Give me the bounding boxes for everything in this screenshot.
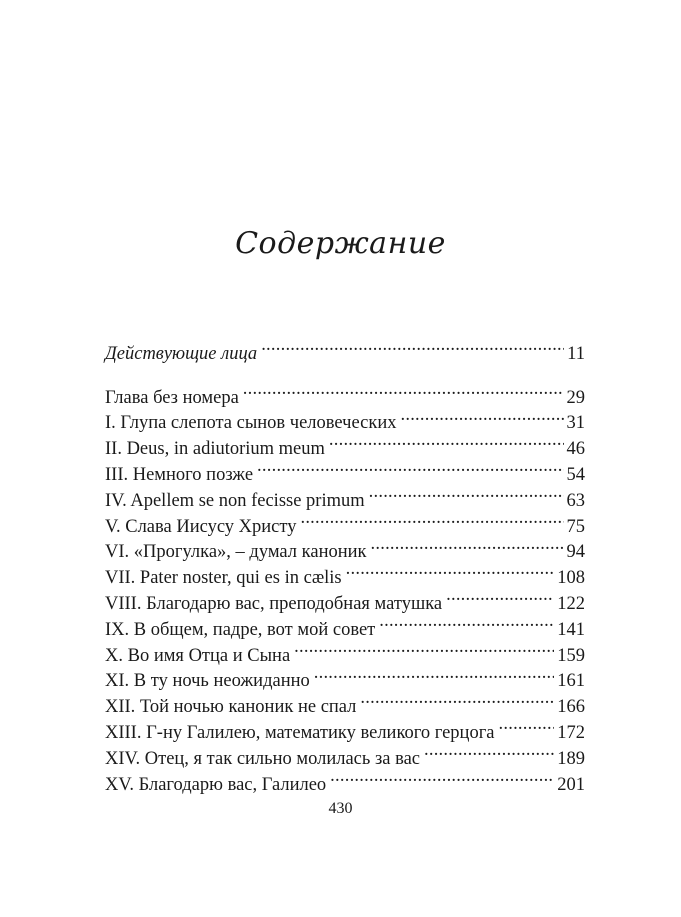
table-of-contents bbox=[105, 333, 585, 795]
toc-entry-page: 122 bbox=[557, 593, 585, 614]
toc-entry-title: Действующие лица bbox=[105, 343, 258, 364]
dot-leader bbox=[499, 712, 555, 738]
dot-leader bbox=[369, 480, 564, 506]
toc-entry-title: I. Глупа слепота сынов человеческих bbox=[105, 413, 397, 434]
toc-entry-page: 159 bbox=[557, 645, 585, 666]
toc-entry-title: XIV. Отец, я так сильно молилась за вас bbox=[105, 748, 420, 769]
dot-leader bbox=[371, 532, 564, 558]
dot-leader bbox=[424, 738, 554, 764]
dot-leader bbox=[330, 764, 554, 790]
dot-leader bbox=[401, 403, 564, 429]
dot-leader bbox=[314, 661, 555, 687]
dot-leader bbox=[446, 583, 554, 609]
toc-entry-title: X. Во имя Отца и Сына bbox=[105, 645, 291, 666]
toc-entry-page: 189 bbox=[557, 748, 585, 769]
toc-entry-title: VI. «Прогулка», – думал каноник bbox=[105, 542, 367, 563]
toc-entry-title: XV. Благодарю вас, Галилео bbox=[105, 774, 327, 795]
toc-entry-title: II. Deus, in adiutorium meum bbox=[105, 439, 325, 460]
toc-entry-page: 63 bbox=[566, 490, 585, 511]
toc-entry-page: 11 bbox=[567, 343, 585, 364]
dot-leader bbox=[261, 333, 564, 359]
toc-entry-page: 94 bbox=[566, 542, 585, 563]
toc-entry-page: 46 bbox=[566, 439, 585, 460]
dot-leader bbox=[257, 454, 563, 480]
toc-entry-title: Глава без номера bbox=[105, 387, 239, 408]
toc-entry-page: 108 bbox=[557, 568, 585, 589]
dot-leader bbox=[329, 428, 564, 454]
toc-entry-title: XI. В ту ночь неожиданно bbox=[105, 671, 310, 692]
toc-entry-page: 31 bbox=[566, 413, 585, 434]
dot-leader bbox=[243, 377, 564, 403]
toc-entry-page: 75 bbox=[566, 516, 585, 537]
dot-leader bbox=[294, 635, 554, 661]
toc-entry-title: XIII. Г-ну Галилею, математику великого герцога bbox=[105, 722, 495, 743]
dot-leader bbox=[300, 506, 563, 532]
toc-heading: Содержание bbox=[235, 226, 446, 261]
toc-entry-page: 201 bbox=[557, 774, 585, 795]
toc-entry bbox=[105, 333, 585, 364]
toc-entry-title: IX. В общем, падре, вот мой совет bbox=[105, 619, 376, 640]
toc-entry-page: 54 bbox=[566, 464, 585, 485]
toc-entry bbox=[105, 377, 585, 408]
toc-entry-title: VIII. Благодарю вас, преподобная матушка bbox=[105, 593, 443, 614]
toc-entry-page: 161 bbox=[557, 671, 585, 692]
dot-leader bbox=[346, 557, 555, 583]
dot-leader bbox=[360, 686, 554, 712]
toc-entry-title: III. Немного позже bbox=[105, 464, 254, 485]
toc-entry-page: 141 bbox=[557, 619, 585, 640]
toc-entry-page: 29 bbox=[566, 387, 585, 408]
toc-entry-title: XII. Той ночью каноник не спал bbox=[105, 697, 357, 718]
toc-entry-title: VII. Pater noster, qui es in cælis bbox=[105, 568, 342, 589]
toc-entry-title: V. Слава Иисусу Христу bbox=[105, 516, 297, 537]
toc-entry-page: 166 bbox=[557, 697, 585, 718]
page-number: 430 bbox=[328, 800, 353, 817]
toc-entry-page: 172 bbox=[557, 722, 585, 743]
dot-leader bbox=[379, 609, 554, 635]
toc-entry-title: IV. Apellem se non fecisse primum bbox=[105, 490, 365, 511]
